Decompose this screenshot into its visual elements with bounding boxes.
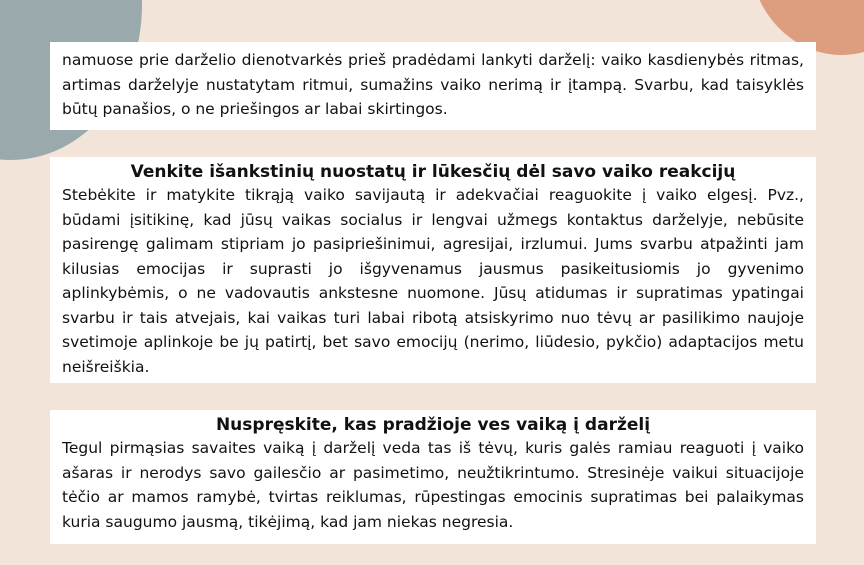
intro-card: [50, 42, 816, 130]
section-heading-expectations: Venkite išankstinių nuostatų ir lūkesčių dėl savo vaiko reakcijų: [130, 162, 736, 182]
section-card-who-brings-child: [50, 410, 816, 544]
section-paragraph-who-brings-child: Tegul pirmąsias savaites vaiką į darželį veda tas iš tėvų, kuris galės ramiau reaguoti į vaiko ašaras ir nerodys savo gailesčio ar pasimetimo, neužtikrintumo. Stresinėje vaikui situacijoje tėčio ar mamos ramybė, tvirtas reiklumas, rūpestingas emocinis supratimas bei palaikymas kuria saugumo jausmą, tikėjimą, kad jam niekas negresia.: [62, 439, 804, 531]
section-paragraph-expectations: Stebėkite ir matykite tikrąją vaiko savijautą ir adekvačiai reaguokite į vaiko elgesį. Pvz., būdami įsitikinę, kad jūsų vaikas socialus ir lengvai užmegs kontaktus darželyje, nebūsite pasirengę galimam stipriam jo pasipriešinimui, agresijai, irzlumui. Jums svarbu atpažinti jam kilusias emocijas ir suprasti jo išgyvenamus jausmus pasikeitusiomis jo gyvenimo aplinkybėmis, o ne vadovautis ankstesne nuomone. Jūsų atidumas ir supratimas ypatingai svarbu ir tais atvejais, kai vaikas turi labai ribotą atsiskyrimo nuo tėvų ar pasilikimo naujoje svetimoje aplinkoje be jų patirtį, bet savo emocijų (nerimo, liūdesio, pykčio) adaptacijos metu neišreiškia.: [62, 186, 804, 376]
intro-paragraph: namuose prie darželio dienotvarkės prieš pradėdami lankyti darželį: vaiko kasdienybės ritmas, artimas darželyje nustatytam ritmui, sumažins vaiko nerimą ir įtampą. Svarbu, kad taisyklės būtų panašios, o ne priešingos ar labai skirtingos.: [62, 51, 804, 118]
section-card-expectations: [50, 157, 816, 383]
section-heading-who-brings-child: Nuspręskite, kas pradžioje ves vaiką į darželį: [215, 415, 651, 435]
